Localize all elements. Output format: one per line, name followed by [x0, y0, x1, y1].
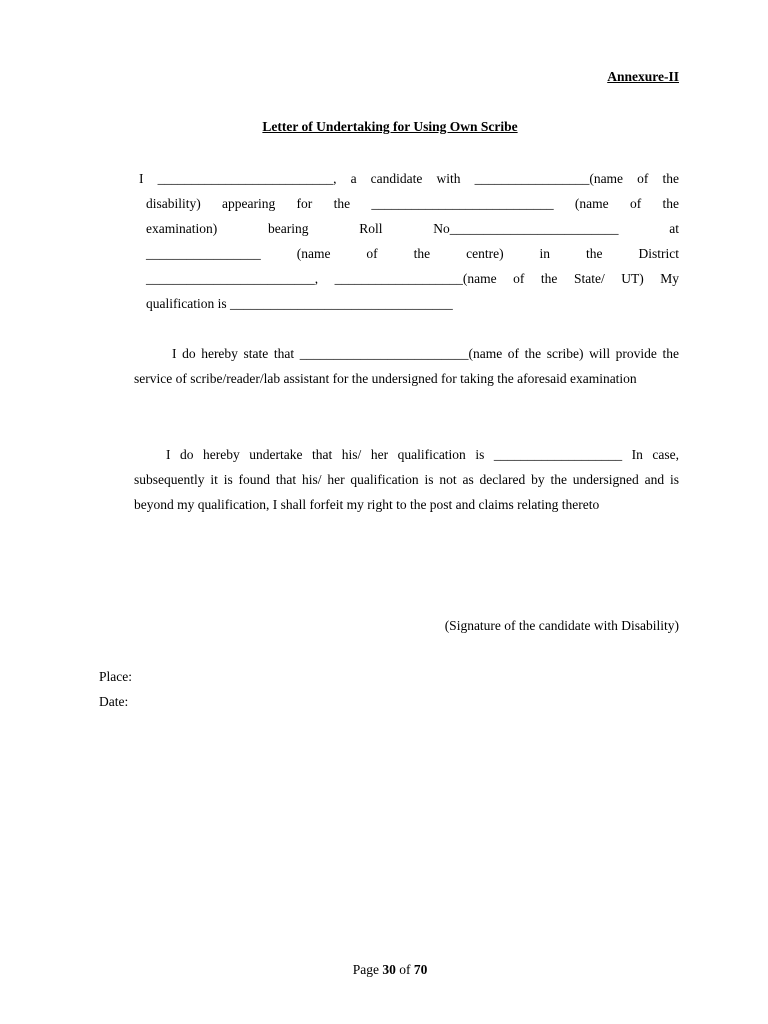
- scribe-statement-paragraph: I do hereby state that _________________________(name of the scribe) will provide the service of scribe/reader/lab assistant for the undersigned for taking the aforesaid examination: [134, 346, 679, 386]
- date-label: Date:: [99, 694, 129, 709]
- annexure-label: Annexure-II: [607, 69, 679, 84]
- total-pages: 70: [413, 962, 428, 977]
- page-word: Page: [352, 962, 379, 977]
- letter-title: Letter of Undertaking for Using Own Scribe: [262, 119, 518, 134]
- page-number: 30: [382, 962, 396, 977]
- paragraph-line: I __________________________, a candidate with _________________(name of the: [139, 171, 679, 186]
- qualification-undertaking-paragraph: I do hereby undertake that his/ her qualification is ___________________ In case, subsequently it is found that his/ her qualification is not as declared by the undersigned and is beyond my qualification, I shall forfeit my right to the post and claims relating thereto: [134, 447, 679, 512]
- page-footer: [0, 962, 768, 978]
- paragraph-line: disability) appearing for the ___________________________ (name of the: [146, 196, 679, 211]
- paragraph-line: examination) bearing Roll No_________________________ at: [146, 221, 679, 236]
- place-label: Place:: [99, 669, 132, 684]
- paragraph-line: _________________________, ___________________(name of the State/ UT) My: [146, 271, 679, 286]
- paragraph-line: _________________ (name of the centre) in the District: [146, 246, 679, 261]
- signature-label: (Signature of the candidate with Disability): [444, 618, 679, 633]
- of-word: of: [399, 962, 411, 977]
- candidate-details-paragraph: [139, 166, 679, 316]
- paragraph-line: qualification is _________________________________: [146, 296, 453, 311]
